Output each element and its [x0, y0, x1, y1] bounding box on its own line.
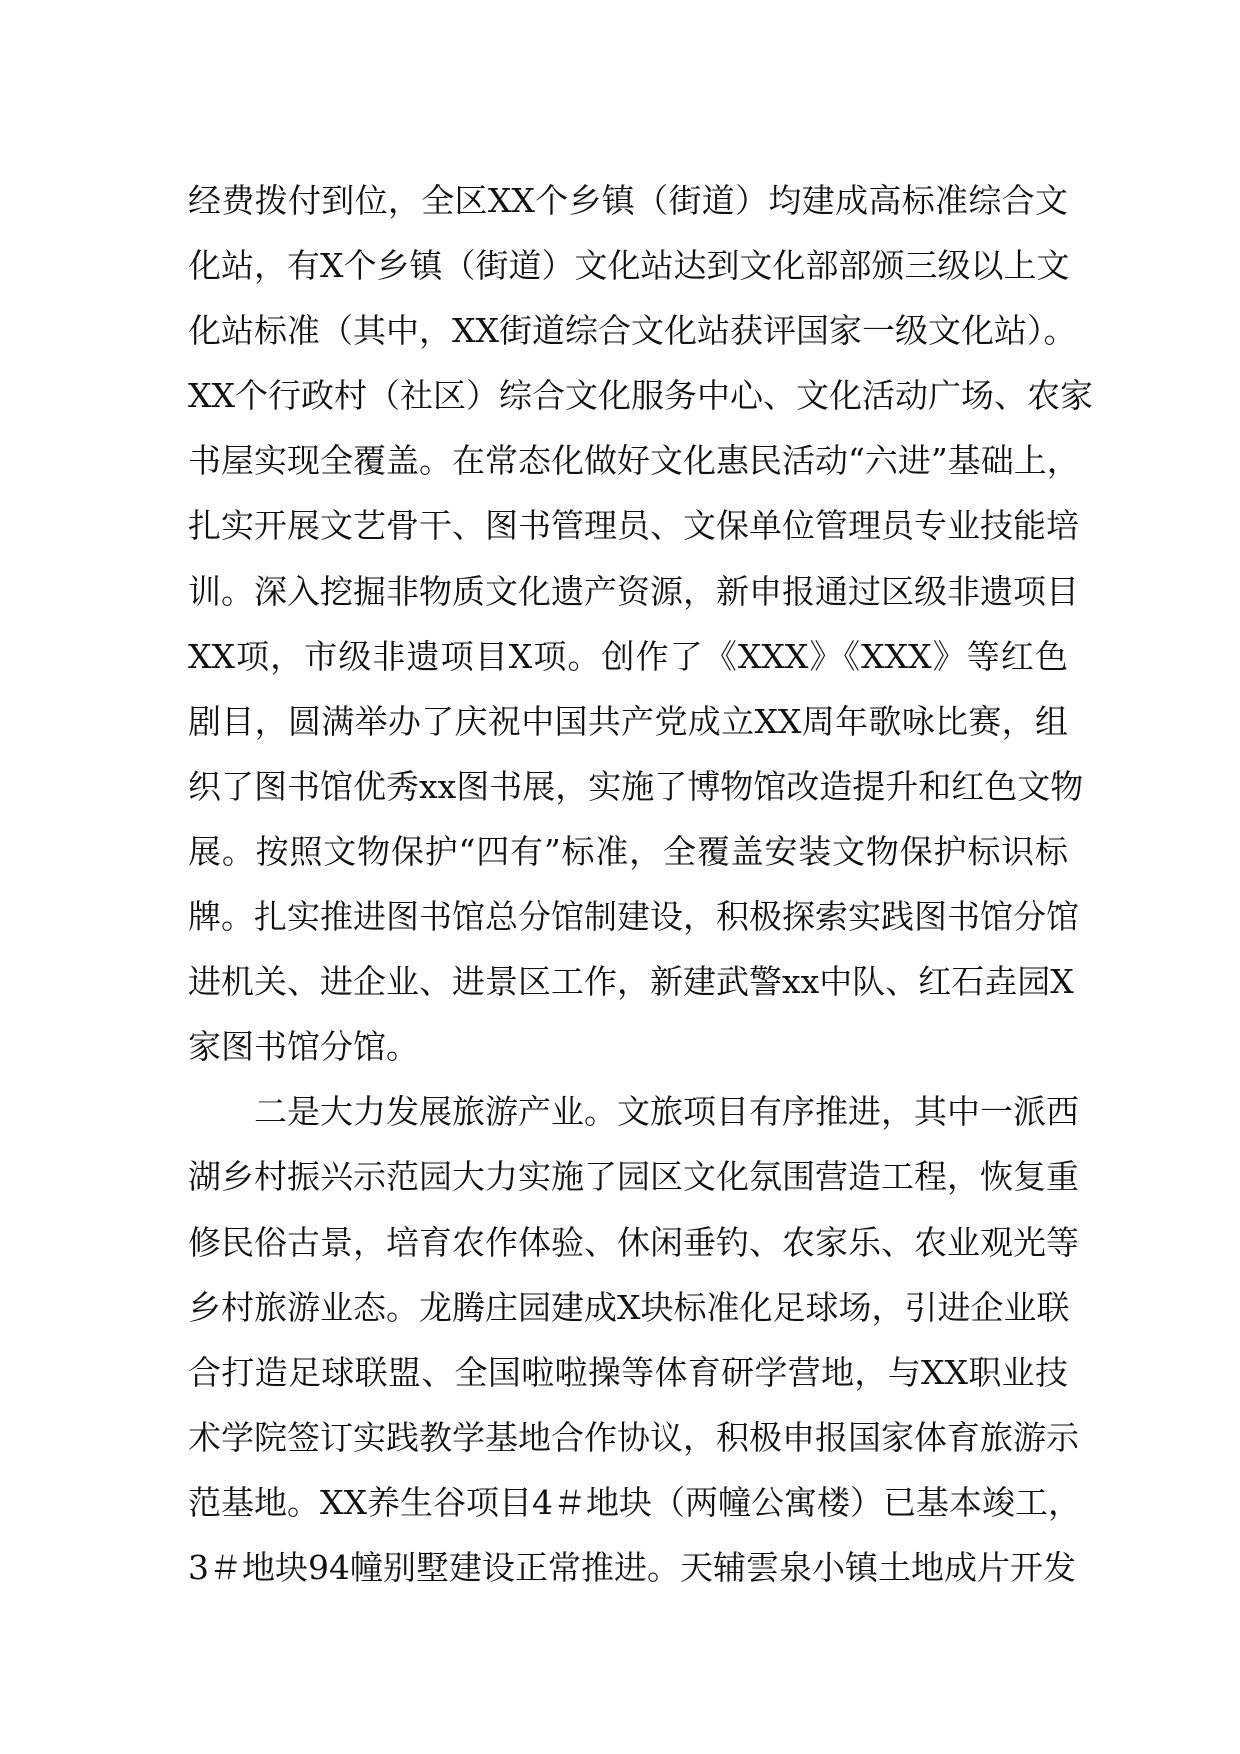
text-line: 湖乡村振兴示范园大力实施了园区文化氛围营造工程，恢复重 [188, 1157, 1079, 1197]
text-line: 乡村旅游业态。龙腾庄园建成X块标准化足球场，引进企业联 [188, 1287, 1070, 1327]
text-line: 术学院签订实践教学基地合作协议，积极申报国家体育旅游示 [188, 1417, 1079, 1457]
text-line: 经费拨付到位，全区XX个乡镇（街道）均建成高标准综合文 [188, 181, 1068, 220]
text-line: 剧目，圆满举办了庆祝中国共产党成立XX周年歌咏比赛，组 [188, 701, 1068, 741]
text-line: 化站，有X个乡镇（街道）文化站达到文化部部颁三级以上文 [188, 246, 1070, 286]
body-text [188, 168, 1093, 1600]
text-line: 训。深入挖掘非物质文化遗产资源，新申报通过区级非遗项目 [188, 571, 1079, 611]
text-line: 家图书馆分馆。 [188, 1027, 419, 1067]
text-line: 展。按照文物保护“四有”标准，全覆盖安装文物保护标识标 [188, 831, 1068, 871]
text-line: 扎实开展文艺骨干、图书管理员、文保单位管理员专业技能培 [188, 506, 1079, 546]
text-line: 3＃地块94幢别墅建设正常推进。天辅雲泉小镇土地成片开发 [188, 1547, 1076, 1587]
text-line: XX个行政村（社区）综合文化服务中心、文化活动广场、农家 [188, 376, 1093, 416]
text-line: 修民俗古景，培育农作体验、休闲垂钓、农家乐、农业观光等 [188, 1222, 1079, 1262]
text-line: 牌。扎实推进图书馆总分馆制建设，积极探索实践图书馆分馆 [188, 897, 1079, 937]
text-line: 二是大力发展旅游产业。文旅项目有序推进，其中一派西 [188, 1092, 1079, 1132]
text-line: 书屋实现全覆盖。在常态化做好文化惠民活动“六进”基础上， [188, 441, 1080, 481]
text-line: 化站标准（其中，XX街道综合文化站获评国家一级文化站）。 [188, 311, 1077, 351]
text-line: 合打造足球联盟、全国啦啦操等体育研学营地，与XX职业技 [188, 1352, 1068, 1392]
text-line: XX项，市级非遗项目X项。创作了《XXX》《XXX》等红色 [188, 636, 1068, 676]
text-line: 织了图书馆优秀xx图书展，实施了博物馆改造提升和红色文物 [188, 766, 1084, 806]
text-line: 进机关、进企业、进景区工作，新建武警xx中队、红石垚园X [188, 962, 1074, 1002]
text-line: 范基地。XX养生谷项目4＃地块（两幢公寓楼）已基本竣工， [188, 1482, 1081, 1522]
